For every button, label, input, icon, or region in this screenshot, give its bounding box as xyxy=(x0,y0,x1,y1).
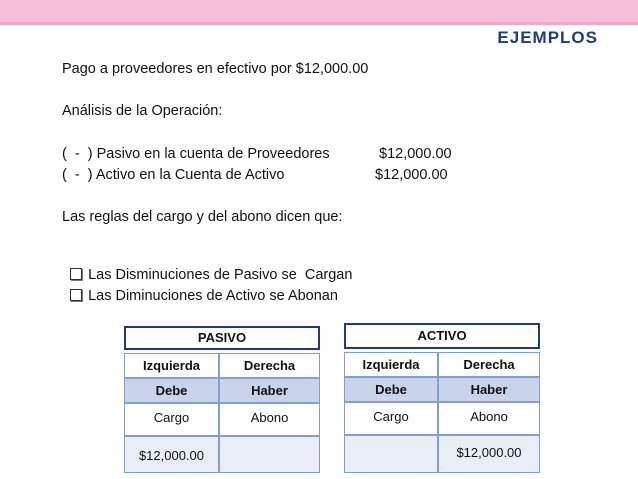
pasivo-left-amount: $12,000.00 xyxy=(124,436,219,473)
activo-haber: Haber xyxy=(438,377,540,402)
text-line-analysis: Análisis de la Operación: xyxy=(62,103,223,119)
amount-activo: $12,000.00 xyxy=(375,167,448,183)
bullet-item-activo xyxy=(62,272,338,304)
top-pink-band xyxy=(0,0,638,22)
checkbox-bullet-icon xyxy=(70,289,82,301)
text-line-pasivo: ( - ) Pasivo en la cuenta de Proveedores xyxy=(62,146,330,162)
text-line-activo: ( - ) Activo en la Cuenta de Activo xyxy=(62,167,285,183)
pasivo-haber: Haber xyxy=(219,378,320,403)
pasivo-debe: Debe xyxy=(124,378,219,403)
pasivo-abono: Abono xyxy=(219,403,320,436)
activo-left-amount xyxy=(344,435,438,473)
pasivo-cargo: Cargo xyxy=(124,403,219,436)
activo-debe: Debe xyxy=(344,377,438,402)
pasivo-header: PASIVO xyxy=(124,326,320,350)
amount-pasivo: $12,000.00 xyxy=(379,146,452,162)
activo-col-left: Izquierda xyxy=(344,352,438,377)
page-title: EJEMPLOS xyxy=(497,28,598,47)
pasivo-col-right: Derecha xyxy=(219,353,320,378)
pasivo-col-left: Izquierda xyxy=(124,353,219,378)
bullet-text: Las Disminuciones de Pasivo se Cargan xyxy=(88,267,353,283)
activo-cargo: Cargo xyxy=(344,402,438,435)
activo-col-right: Derecha xyxy=(438,352,540,377)
activo-right-amount: $12,000.00 xyxy=(438,435,540,473)
text-line-payment: Pago a proveedores en efectivo por $12,000.00 xyxy=(62,61,369,77)
top-band-divider xyxy=(0,22,638,25)
text-line-rules: Las reglas del cargo y del abono dicen que: xyxy=(62,209,343,225)
bullet-text: Las Diminuciones de Activo se Abonan xyxy=(88,288,338,304)
activo-header: ACTIVO xyxy=(344,323,540,349)
activo-abono: Abono xyxy=(438,402,540,435)
pasivo-right-amount xyxy=(219,436,320,473)
